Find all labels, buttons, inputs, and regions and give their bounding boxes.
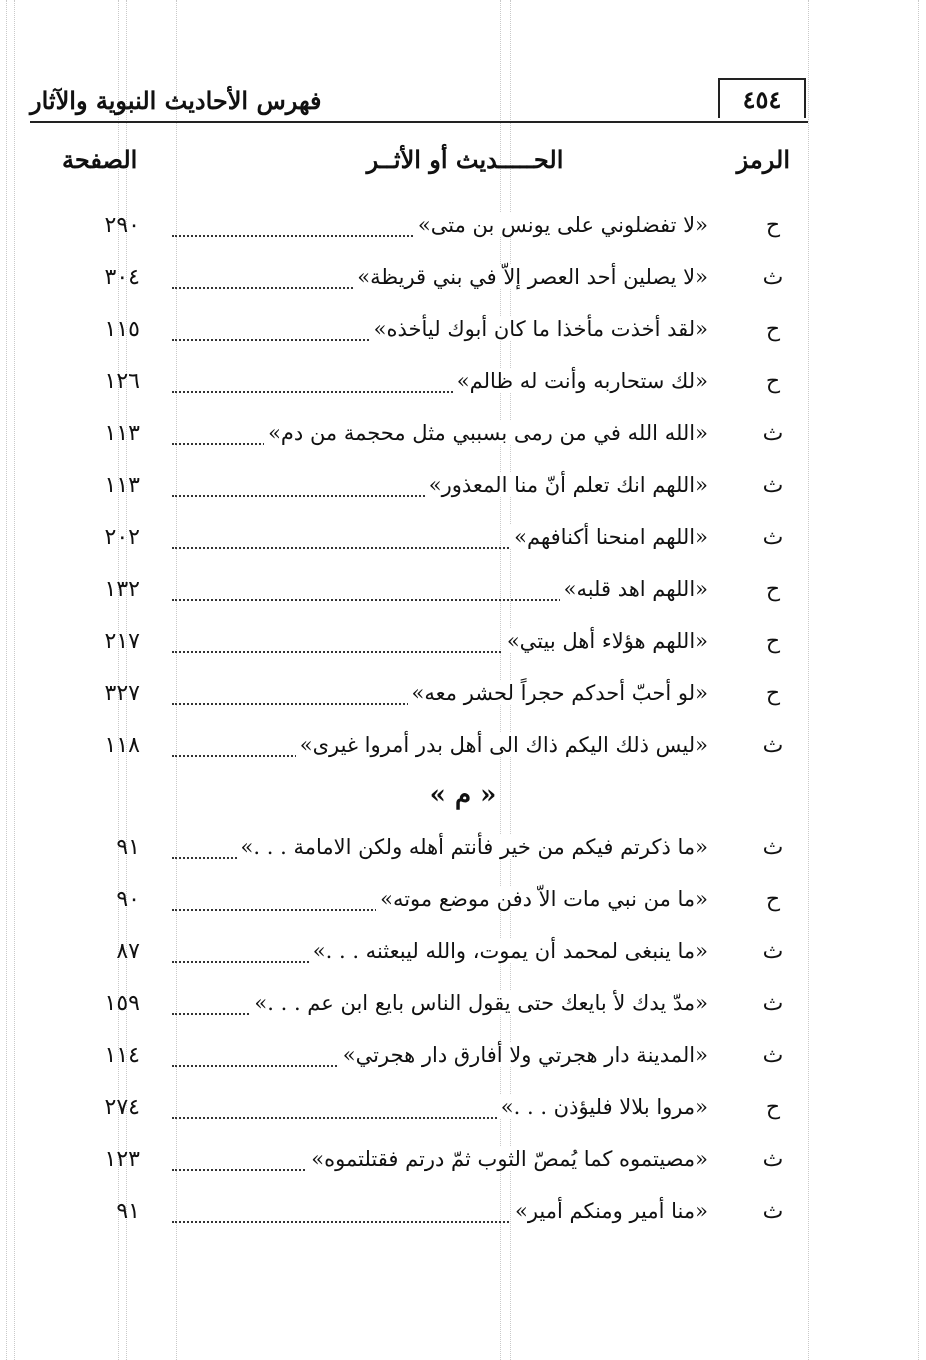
entry-text: «المدينة دار هجرتي ولا أفارق دار هجرتي» [339, 1043, 708, 1067]
entry-page: ٢١٧ [104, 629, 140, 654]
entry-text: «لقد أخذت مأخذا ما كان أبوك ليأخذه» [370, 317, 708, 341]
entry-page: ١١٨ [104, 733, 140, 758]
index-row [0, 1199, 926, 1239]
entry-page: ٩٠ [116, 887, 140, 912]
entry-text: «ما ذكرتم فيكم من خير فأنتم أهله ولكن الامامة . . .» [237, 835, 708, 859]
entry-page: ١١٣ [104, 473, 140, 498]
index-row [0, 835, 926, 875]
section-heading-mim: « م » [429, 780, 497, 810]
column-header-page: الصفحة [62, 145, 138, 174]
index-row [0, 577, 926, 617]
entry-page: ١٣٢ [104, 577, 140, 602]
entry-symbol: ث [762, 421, 784, 446]
entry-page: ٩١ [116, 835, 140, 860]
entry-symbol: ث [762, 265, 784, 290]
column-header-text: الحـــــديث أو الأثــر [366, 145, 564, 174]
entry-symbol: ث [762, 1043, 784, 1068]
entry-page: ١٢٦ [104, 369, 140, 394]
index-row [0, 369, 926, 409]
entry-page: ١١٣ [104, 421, 140, 446]
entry-text: «لا يصلين أحد العصر إلاّ في بني قريظة» [353, 265, 708, 289]
entry-symbol: ث [762, 733, 784, 758]
index-row [0, 473, 926, 513]
entry-page: ١١٥ [104, 317, 140, 342]
entry-text: «اللهم هؤلاء أهل بيتي» [503, 629, 708, 653]
entry-symbol: ث [762, 835, 784, 860]
entry-page: ٨٧ [116, 939, 140, 964]
entry-text: «اللهم اهد قلبه» [560, 577, 708, 601]
entry-text: «مروا بلالا فليؤذن . . .» [497, 1095, 708, 1119]
index-row [0, 265, 926, 305]
index-row [0, 733, 926, 773]
entry-symbol: ح [765, 213, 781, 238]
index-row [0, 1043, 926, 1083]
entry-text: «منا أمير ومنكم أمير» [511, 1199, 708, 1223]
entry-text: «اللهم انك تعلم أنّ منا المعذور» [425, 473, 708, 497]
entry-page: ١٥٩ [104, 991, 140, 1016]
index-row [0, 525, 926, 565]
entry-symbol: ث [762, 1199, 784, 1224]
page-number-box [718, 78, 806, 118]
entry-page: ١٢٣ [104, 1147, 140, 1172]
entry-page: ٩١ [116, 1199, 140, 1224]
index-row [0, 887, 926, 927]
index-row [0, 629, 926, 669]
entry-symbol: ح [765, 369, 781, 394]
entry-text: «مدّ يدك لأ بايعك حتى يقول الناس بايع ابن عم . . .» [250, 991, 708, 1015]
index-row [0, 317, 926, 357]
entry-text: «ما ينبغى لمحمد أن يموت، والله ليبعثنه . . .» [309, 939, 708, 963]
entry-page: ٢٩٠ [104, 213, 140, 238]
entry-page: ١١٤ [104, 1043, 140, 1068]
index-row [0, 213, 926, 253]
entry-text: «اللهم امنحنا أكنافهم» [510, 525, 708, 549]
header-rule [30, 121, 808, 123]
entry-text: «مصيتموه كما يُمصّ الثوب ثمّ درتم فقتلتموه» [307, 1147, 708, 1171]
entry-symbol: ح [765, 887, 781, 912]
entry-page: ٢٠٢ [104, 525, 140, 550]
index-row [0, 1095, 926, 1135]
entry-symbol: ث [762, 1147, 784, 1172]
index-row [0, 991, 926, 1031]
index-row [0, 1147, 926, 1187]
entry-symbol: ح [765, 629, 781, 654]
entry-symbol: ث [762, 525, 784, 550]
entry-symbol: ح [765, 317, 781, 342]
entry-symbol: ث [762, 473, 784, 498]
column-header-symbol: الرمز [736, 145, 790, 174]
entry-page: ٣٠٤ [104, 265, 140, 290]
entry-text: «لو أحبّ أحدكم حجراً لحشر معه» [408, 681, 708, 705]
entry-text: «الله الله في من رمى بسببي مثل محجمة من دم» [264, 421, 708, 445]
entry-text: «ليس ذلك اليكم ذاك الى أهل بدر أمروا غيرى» [296, 733, 708, 757]
entry-symbol: ح [765, 1095, 781, 1120]
entry-symbol: ث [762, 939, 784, 964]
index-row [0, 421, 926, 461]
entry-text: «لك ستحاربه وأنت له ظالم» [453, 369, 708, 393]
entry-text: «ما من نبي مات الاّ دفن موضع موته» [376, 887, 708, 911]
page-title: فهرس الأحاديث النبوية والآثار [30, 86, 322, 115]
entry-page: ٣٢٧ [104, 681, 140, 706]
entry-text: «لا تفضلوني على يونس بن متى» [414, 213, 708, 237]
page-number: ٤٥٤ [742, 84, 782, 114]
index-row [0, 939, 926, 979]
entry-page: ٢٧٤ [104, 1095, 140, 1120]
entry-symbol: ث [762, 991, 784, 1016]
index-row [0, 681, 926, 721]
entry-symbol: ح [765, 681, 781, 706]
entry-symbol: ح [765, 577, 781, 602]
